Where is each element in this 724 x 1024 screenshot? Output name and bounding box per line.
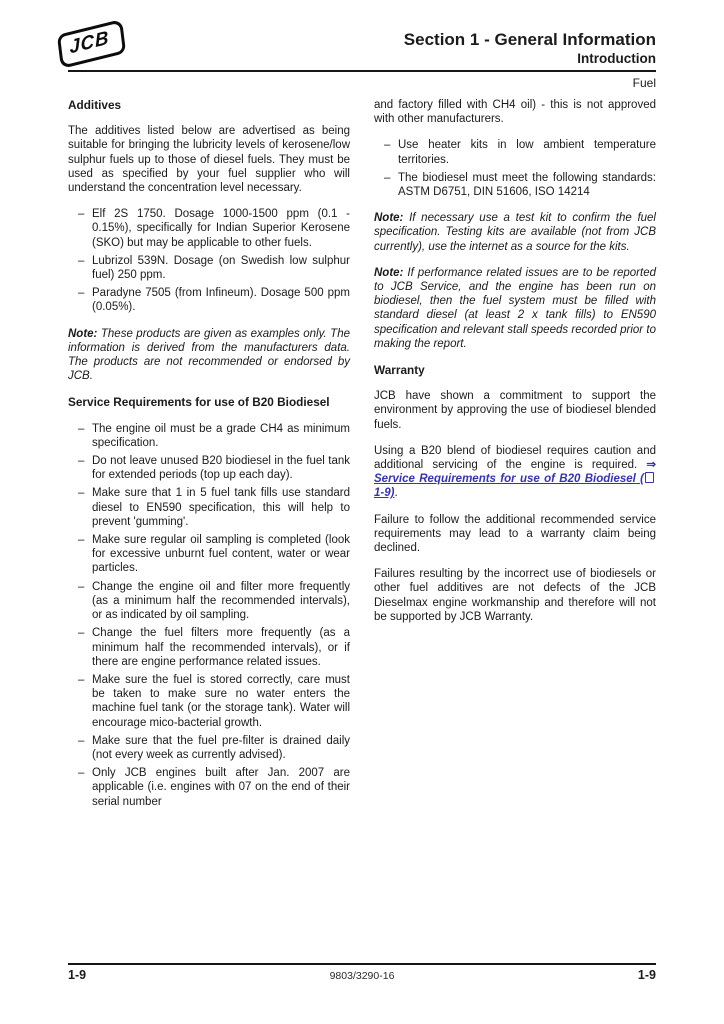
list-item-text: The engine oil must be a grade CH4 as minimum specification. — [92, 422, 350, 449]
note-text: If necessary use a test kit to confirm the fuel specification. Testing kits are available (not from JCB currently), use the internet as a source for the kits. — [374, 212, 656, 253]
jcb-logo-text: JCB — [68, 27, 110, 59]
dash-bullet: – — [78, 422, 85, 435]
list-item-text: Paradyne 7505 (from Infineum). Dosage 500 ppm (0.05%). — [92, 287, 350, 314]
note-performance — [374, 266, 656, 351]
page-footer — [68, 968, 656, 982]
link-page-ref: 1-9) — [374, 487, 395, 500]
page-number-right: 1-9 — [637, 968, 656, 982]
list-item — [374, 171, 656, 199]
list-item-text: Change the fuel filters more frequently (as a minimum half the recommended intervals), or if there are engine performance related issues. — [92, 627, 350, 668]
footer-rule — [68, 963, 656, 965]
list-item — [68, 207, 350, 250]
heading-additives: Additives — [68, 98, 122, 112]
dash-bullet: – — [78, 455, 85, 468]
list-item — [68, 454, 350, 482]
right-column — [374, 98, 656, 821]
list-item-text: Make sure that 1 in 5 fuel tank fills use standard diesel to EN590 specification, this will help to prevent 'gumming'. — [92, 487, 350, 528]
list-item — [68, 422, 350, 450]
topic-title: Fuel — [632, 76, 656, 90]
list-item — [68, 254, 350, 282]
note-additives — [68, 327, 350, 384]
warranty-paragraph-3: Failure to follow the additional recommended service requirements may lead to a warranty claim being declined. — [374, 513, 656, 555]
left-column — [68, 98, 350, 821]
list-item-text: Lubrizol 539N. Dosage (on Swedish low sulphur fuel) 250 ppm. — [92, 254, 350, 282]
note-label: Note: — [374, 212, 404, 225]
dash-bullet: – — [384, 171, 391, 184]
subsection-title: Introduction — [577, 51, 656, 66]
note-label: Note: — [68, 327, 98, 340]
warranty-link-pre: Using a B20 blend of biodiesel requires caution and additional servicing of the engine is required. — [374, 444, 656, 472]
page-icon — [645, 472, 654, 483]
list-item-text: Elf 2S 1750. Dosage 1000-1500 ppm (0.1 - 0.15%), specifically for Indian Superior Kerosene (SKO) but may be applicable to other fuels. — [92, 208, 350, 249]
dash-bullet: – — [78, 208, 85, 221]
list-item — [68, 286, 350, 314]
list-item — [68, 626, 350, 669]
list-item-text: The biodiesel must meet the following standards: ASTM D6751, DIN 51606, ISO 14214 — [398, 171, 656, 199]
dash-bullet: – — [384, 139, 391, 152]
warranty-paragraph-2 — [374, 444, 656, 501]
list-item-text: Change the engine oil and filter more frequently (as a minimum half the recommended intervals), or as indicated by oil sampling. — [92, 580, 350, 622]
header-rule — [68, 70, 656, 72]
list-item — [68, 734, 350, 762]
list-item — [68, 486, 350, 529]
warranty-link-suffix: . — [394, 487, 398, 500]
dash-bullet: – — [78, 734, 85, 747]
service-requirements-list — [68, 422, 350, 809]
list-item-text: Make sure the fuel is stored correctly, care must be taken to make sure no water enters the machine fuel tank (or the storage tank). Water will encourage mico-bacterial growth. — [92, 673, 350, 729]
list-item — [374, 138, 656, 166]
arrow-icon: ⇒ — [646, 459, 656, 472]
jcb-logo — [55, 19, 128, 68]
list-item — [68, 766, 350, 809]
list-item — [68, 673, 350, 730]
list-item-text: Only JCB engines built after Jan. 2007 are applicable (i.e. engines with 07 on the end of their serial number — [92, 767, 350, 808]
doc-number: 9803/3290-16 — [329, 970, 395, 982]
heading-warranty: Warranty — [374, 363, 425, 378]
note-label: Note: — [374, 266, 404, 279]
heading-service-requirements: Service Requirements for use of B20 Biodiesel — [68, 395, 330, 410]
note-text: These products are given as examples only. The information is derived from the manufacturers data. The products are not recommended or endorsed by JCB. — [68, 327, 350, 383]
list-item — [68, 580, 350, 623]
link-text: Service Requirements for use of B20 Biodiesel ( — [374, 473, 644, 486]
note-test-kit — [374, 211, 656, 254]
list-item-text: Make sure regular oil sampling is completed (look for excessive unburnt fuel content, water or wear particles. — [92, 534, 350, 575]
jcb-logo-box — [57, 19, 126, 69]
page-body — [68, 98, 656, 821]
dash-bullet: – — [78, 487, 85, 500]
note-text: If performance related issues are to be reported to JCB Service, and the engine has been run on biodiesel, then the fuel system must be filled with standard diesel (at least 2 x tank fills) to EN590 specification and relevant stall speeds recorded prior to making the report. — [374, 266, 656, 350]
additives-intro-paragraph: The additives listed below are advertised as being suitable for bringing the lubricity levels of kerosene/low sulphur fuels up to those of diesel fuels. They must be used as specified by your fuel supplier who will understand the concentration level necessary. — [68, 125, 350, 195]
dash-bullet: – — [78, 534, 85, 547]
additives-list — [68, 207, 350, 314]
list-item — [68, 533, 350, 576]
section-title: Section 1 - General Information — [403, 30, 656, 49]
service-requirements-link[interactable] — [374, 473, 656, 499]
standards-list — [374, 138, 656, 199]
list-item-text: Do not leave unused B20 biodiesel in the fuel tank for extended periods (top up each day). — [92, 455, 350, 482]
list-item-text: Use heater kits in low ambient temperature territories. — [398, 139, 656, 166]
continuation-paragraph: and factory filled with CH4 oil) - this is not approved with other manufacturers. — [374, 99, 656, 126]
page-number-left: 1-9 — [68, 968, 87, 982]
dash-bullet: – — [78, 627, 85, 640]
page-header — [404, 30, 656, 67]
dash-bullet: – — [78, 767, 85, 780]
list-item-text: Make sure that the fuel pre-filter is drained daily (not every week as currently advised). — [92, 734, 350, 761]
dash-bullet: – — [78, 673, 85, 686]
dash-bullet: – — [78, 287, 85, 300]
warranty-paragraph-1: JCB have shown a commitment to support the environment by approving the use of biodiesel blended fuels. — [374, 390, 656, 431]
warranty-paragraph-4: Failures resulting by the incorrect use of biodiesels or other fuel additives are not defects of the JCB Dieselmax engine workmanship and therefore will not be supported by JCB Warranty. — [374, 568, 656, 623]
dash-bullet: – — [78, 580, 85, 593]
dash-bullet: – — [78, 254, 85, 267]
